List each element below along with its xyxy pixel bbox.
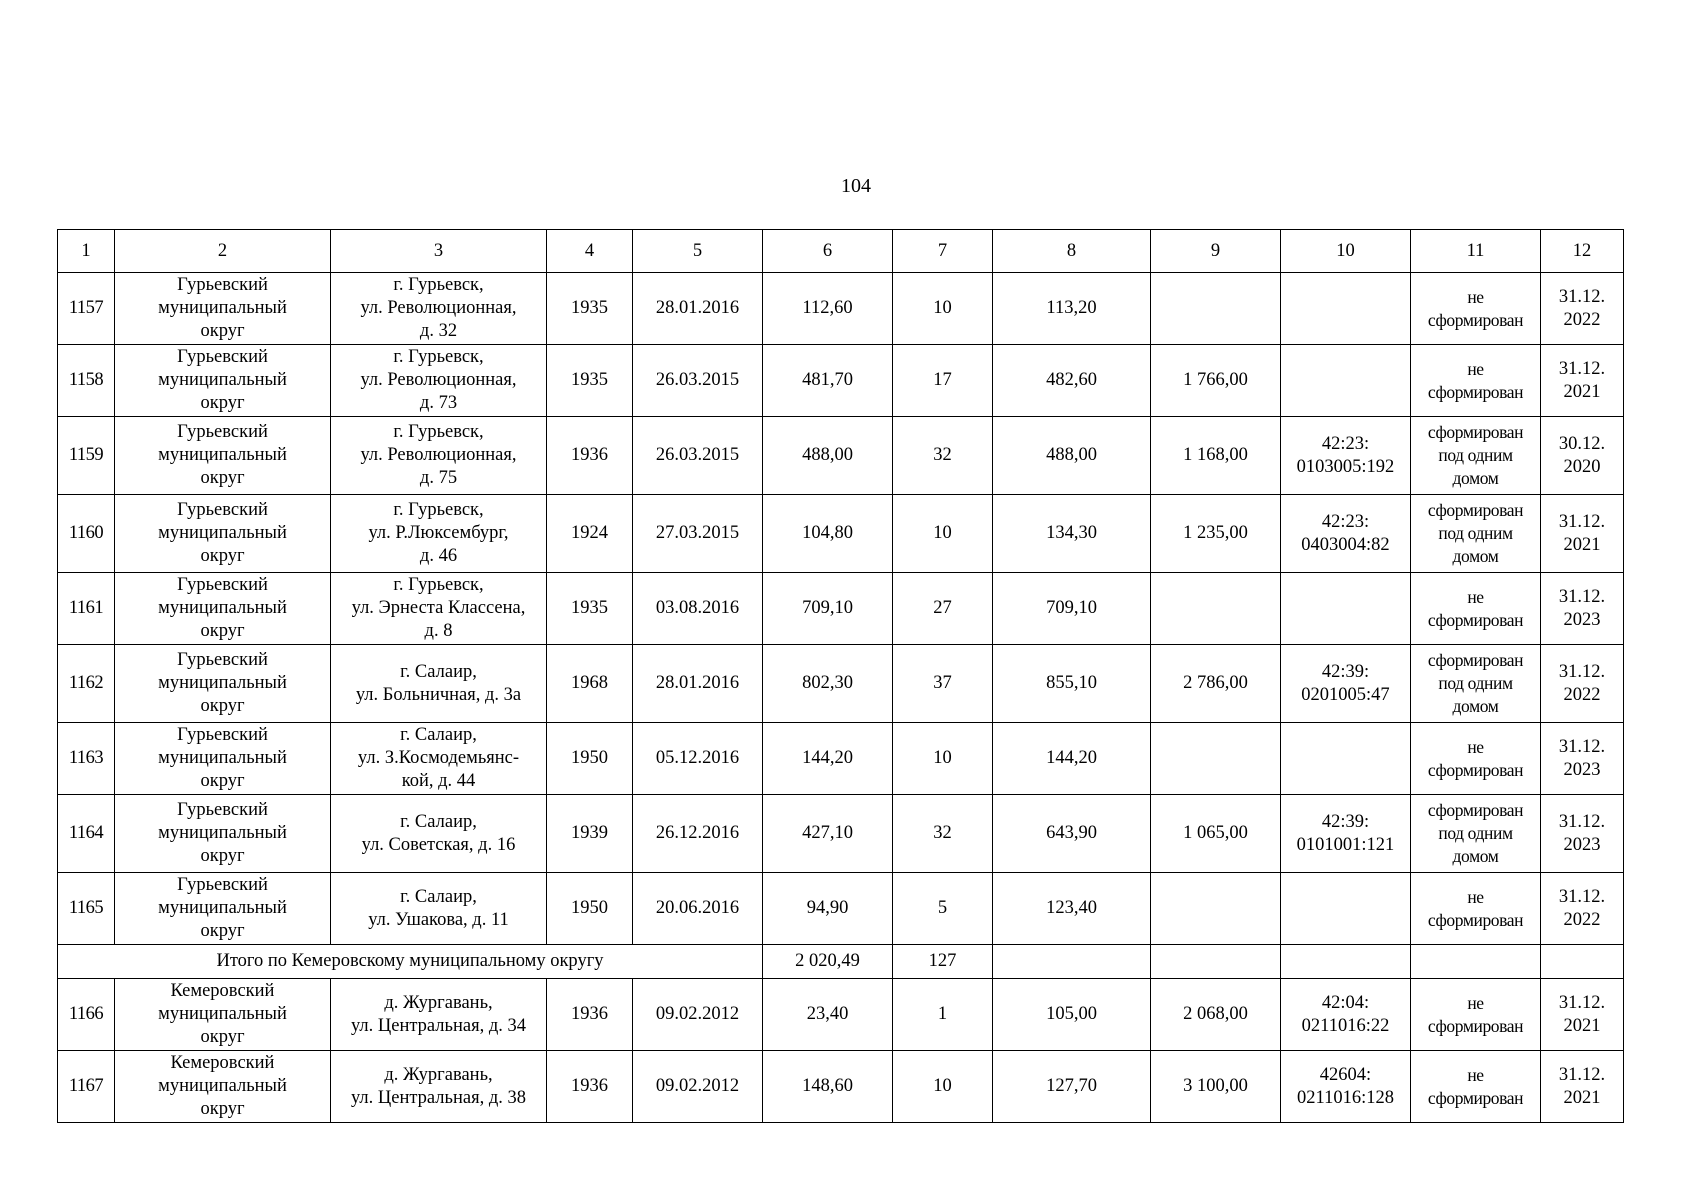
- cell-line: 2023: [1563, 834, 1601, 855]
- deadline-cell: [1541, 645, 1624, 723]
- district-cell: [115, 795, 331, 873]
- deadline-cell: [1541, 417, 1624, 495]
- cell-line: д. 8: [424, 621, 453, 641]
- cell-line: ул. Советская, д. 16: [361, 834, 516, 855]
- table-row: [58, 645, 1624, 723]
- cell-line: ул. Больничная, д. 3а: [355, 684, 522, 705]
- cell-line: д. Жургавань,: [384, 992, 493, 1013]
- cadastral-number-cell: [1281, 979, 1411, 1051]
- cell-line: округ: [200, 393, 245, 413]
- header-cell: 2: [115, 230, 331, 273]
- land-area-cell: [1151, 723, 1281, 795]
- area-cell: 112,60: [763, 273, 893, 345]
- cell-line: домом: [1452, 846, 1499, 866]
- cell-line: сформирован: [1427, 309, 1524, 330]
- land-status-cell: [1411, 723, 1541, 795]
- year-cell: 1950: [547, 873, 633, 945]
- cell-line: 2020: [1563, 456, 1601, 477]
- cell-line: домом: [1452, 546, 1499, 566]
- total-area-cell: 144,20: [993, 723, 1151, 795]
- header-cell: 11: [1411, 230, 1541, 273]
- cell-line: 30.12.: [1558, 433, 1606, 454]
- cell-line: под одним: [1438, 523, 1513, 543]
- total-residents-cell: 127: [893, 945, 993, 979]
- cell-line: не: [1467, 358, 1484, 379]
- empty-cell: [1541, 945, 1624, 979]
- cell-line: 2022: [1563, 309, 1601, 330]
- cell-line: д. 46: [419, 546, 458, 566]
- cell-line: 31.12.: [1558, 886, 1606, 907]
- header-cell: 8: [993, 230, 1151, 273]
- cell-line: Гурьевский: [177, 650, 268, 670]
- address-cell: [331, 1051, 547, 1123]
- cell-line: муниципальный: [158, 298, 287, 318]
- cell-line: ул. Эрнеста Классена,: [351, 598, 526, 618]
- table-row: [58, 1051, 1624, 1123]
- land-status-cell: [1411, 795, 1541, 873]
- cell-line: сформирован: [1427, 909, 1524, 930]
- address-cell: [331, 573, 547, 645]
- land-status-cell: [1411, 573, 1541, 645]
- cadastral-number-cell: [1281, 645, 1411, 723]
- empty-cell: [1411, 945, 1541, 979]
- row-number-cell: 1158: [58, 345, 115, 417]
- cell-line: 31.12.: [1558, 992, 1606, 1013]
- cell-line: 42604:: [1319, 1064, 1372, 1085]
- row-number-cell: 1157: [58, 273, 115, 345]
- address-cell: [331, 345, 547, 417]
- land-area-cell: [1151, 273, 1281, 345]
- district-cell: [115, 345, 331, 417]
- land-area-cell: 1 168,00: [1151, 417, 1281, 495]
- deadline-cell: [1541, 873, 1624, 945]
- cell-line: округ: [200, 921, 245, 941]
- header-cell: 12: [1541, 230, 1624, 273]
- cell-line: не: [1467, 1064, 1484, 1085]
- cell-line: 42:23:: [1321, 433, 1370, 454]
- residents-cell: 27: [893, 573, 993, 645]
- address-cell: [331, 979, 547, 1051]
- deadline-cell: [1541, 273, 1624, 345]
- district-cell: [115, 417, 331, 495]
- residents-cell: 10: [893, 723, 993, 795]
- table-row: [58, 345, 1624, 417]
- cell-line: сформирован: [1427, 800, 1524, 820]
- cell-line: кой, д. 44: [401, 771, 476, 791]
- row-number-cell: 1167: [58, 1051, 115, 1123]
- deadline-cell: [1541, 979, 1624, 1051]
- cell-line: округ: [200, 321, 245, 341]
- table-row: [58, 795, 1624, 873]
- cell-line: г. Гурьевск,: [393, 347, 484, 367]
- total-area-cell: 105,00: [993, 979, 1151, 1051]
- header-cell: 5: [633, 230, 763, 273]
- cell-line: округ: [200, 696, 245, 716]
- recognition-date-cell: 20.06.2016: [633, 873, 763, 945]
- cell-line: 31.12.: [1558, 511, 1606, 532]
- cell-line: 0211016:128: [1297, 1087, 1394, 1108]
- cell-line: ул. З.Космодемьянс-: [357, 748, 520, 768]
- column-number-header-row: [58, 230, 1624, 273]
- land-status-cell: [1411, 495, 1541, 573]
- cell-line: Гурьевский: [177, 500, 268, 520]
- row-number-cell: 1166: [58, 979, 115, 1051]
- year-cell: 1936: [547, 417, 633, 495]
- district-cell: [115, 873, 331, 945]
- cell-line: сформирован: [1427, 381, 1524, 402]
- empty-cell: [1281, 945, 1411, 979]
- cell-line: муниципальный: [158, 370, 287, 390]
- cell-line: округ: [200, 621, 245, 641]
- cadastral-number-cell: [1281, 273, 1411, 345]
- cell-line: под одним: [1438, 673, 1513, 693]
- cell-line: ул. Р.Люксембург,: [368, 523, 509, 543]
- cell-line: Гурьевский: [177, 575, 268, 595]
- deadline-cell: [1541, 495, 1624, 573]
- cell-line: г. Салаир,: [400, 725, 477, 745]
- cell-line: г. Салаир,: [400, 811, 477, 832]
- cell-line: г. Гурьевск,: [393, 422, 484, 442]
- address-cell: [331, 417, 547, 495]
- total-label-cell: Итого по Кемеровскому муниципальному округу: [58, 945, 763, 979]
- recognition-date-cell: 09.02.2012: [633, 1051, 763, 1123]
- land-area-cell: 1 235,00: [1151, 495, 1281, 573]
- cell-line: Кемеровский: [170, 1053, 275, 1073]
- address-cell: [331, 795, 547, 873]
- district-cell: [115, 273, 331, 345]
- recognition-date-cell: 09.02.2012: [633, 979, 763, 1051]
- cell-line: сформирован: [1427, 1015, 1524, 1036]
- deadline-cell: [1541, 1051, 1624, 1123]
- cell-line: ул. Центральная, д. 38: [350, 1087, 527, 1108]
- residents-cell: 32: [893, 795, 993, 873]
- district-cell: [115, 1051, 331, 1123]
- cell-line: 2021: [1563, 1087, 1601, 1108]
- area-cell: 709,10: [763, 573, 893, 645]
- address-cell: [331, 273, 547, 345]
- land-status-cell: [1411, 1051, 1541, 1123]
- cell-line: ул. Революционная,: [360, 370, 517, 390]
- cell-line: муниципальный: [158, 823, 287, 843]
- land-area-cell: 1 065,00: [1151, 795, 1281, 873]
- cell-line: 31.12.: [1558, 736, 1606, 757]
- total-area-cell: 855,10: [993, 645, 1151, 723]
- total-area-cell: 488,00: [993, 417, 1151, 495]
- cell-line: д. 73: [419, 393, 458, 413]
- year-cell: 1935: [547, 345, 633, 417]
- cell-line: 0103005:192: [1296, 456, 1395, 477]
- recognition-date-cell: 28.01.2016: [633, 645, 763, 723]
- page-number: 104: [841, 175, 871, 197]
- cell-line: 31.12.: [1558, 811, 1606, 832]
- cell-line: округ: [200, 1099, 245, 1119]
- year-cell: 1939: [547, 795, 633, 873]
- residents-cell: 1: [893, 979, 993, 1051]
- header-cell: 4: [547, 230, 633, 273]
- deadline-cell: [1541, 723, 1624, 795]
- cell-line: Кемеровский: [170, 981, 275, 1001]
- land-area-cell: 1 766,00: [1151, 345, 1281, 417]
- cell-line: 0211016:22: [1301, 1015, 1390, 1036]
- empty-cell: [1151, 945, 1281, 979]
- land-status-cell: [1411, 417, 1541, 495]
- area-cell: 94,90: [763, 873, 893, 945]
- residents-cell: 17: [893, 345, 993, 417]
- table-row: [58, 873, 1624, 945]
- deadline-cell: [1541, 573, 1624, 645]
- total-area-cell: 2 020,49: [763, 945, 893, 979]
- total-area-cell: 482,60: [993, 345, 1151, 417]
- cell-line: муниципальный: [158, 523, 287, 543]
- cadastral-number-cell: [1281, 723, 1411, 795]
- cell-line: не: [1467, 886, 1484, 907]
- residents-cell: 10: [893, 1051, 993, 1123]
- area-cell: 488,00: [763, 417, 893, 495]
- area-cell: 481,70: [763, 345, 893, 417]
- year-cell: 1924: [547, 495, 633, 573]
- cadastral-number-cell: [1281, 573, 1411, 645]
- empty-cell: [993, 945, 1151, 979]
- row-number-cell: 1160: [58, 495, 115, 573]
- row-number-cell: 1165: [58, 873, 115, 945]
- table-row: [58, 979, 1624, 1051]
- year-cell: 1936: [547, 1051, 633, 1123]
- cell-line: муниципальный: [158, 748, 287, 768]
- table-row: [58, 273, 1624, 345]
- residents-cell: 5: [893, 873, 993, 945]
- row-number-cell: 1159: [58, 417, 115, 495]
- deadline-cell: [1541, 345, 1624, 417]
- header-cell: 9: [1151, 230, 1281, 273]
- cell-line: округ: [200, 771, 245, 791]
- cell-line: округ: [200, 1027, 245, 1047]
- cell-line: г. Гурьевск,: [393, 575, 484, 595]
- cell-line: сформирован: [1427, 1087, 1524, 1108]
- header-cell: 6: [763, 230, 893, 273]
- row-number-cell: 1162: [58, 645, 115, 723]
- area-cell: 104,80: [763, 495, 893, 573]
- recognition-date-cell: 27.03.2015: [633, 495, 763, 573]
- cell-line: 2022: [1563, 909, 1601, 930]
- cell-line: 42:39:: [1321, 661, 1370, 682]
- cell-line: ул. Ушакова, д. 11: [368, 909, 509, 930]
- cell-line: под одним: [1438, 823, 1513, 843]
- area-cell: 427,10: [763, 795, 893, 873]
- recognition-date-cell: 28.01.2016: [633, 273, 763, 345]
- address-cell: [331, 495, 547, 573]
- land-status-cell: [1411, 345, 1541, 417]
- recognition-date-cell: 26.03.2015: [633, 345, 763, 417]
- land-status-cell: [1411, 645, 1541, 723]
- cell-line: муниципальный: [158, 673, 287, 693]
- cell-line: муниципальный: [158, 598, 287, 618]
- land-area-cell: [1151, 573, 1281, 645]
- cell-line: 31.12.: [1558, 358, 1606, 379]
- total-row: [58, 945, 1624, 979]
- cell-line: 0403004:82: [1301, 534, 1390, 555]
- table-row: [58, 495, 1624, 573]
- total-area-cell: 113,20: [993, 273, 1151, 345]
- recognition-date-cell: 03.08.2016: [633, 573, 763, 645]
- cell-line: округ: [200, 468, 245, 488]
- district-cell: [115, 979, 331, 1051]
- cell-line: 0101001:121: [1296, 834, 1395, 855]
- cadastral-number-cell: [1281, 795, 1411, 873]
- table-row: [58, 723, 1624, 795]
- cell-line: 2022: [1563, 684, 1601, 705]
- cell-line: сформирован: [1427, 759, 1524, 780]
- row-number-cell: 1163: [58, 723, 115, 795]
- cadastral-number-cell: [1281, 495, 1411, 573]
- district-cell: [115, 573, 331, 645]
- header-cell: 1: [58, 230, 115, 273]
- area-cell: 802,30: [763, 645, 893, 723]
- cell-line: Гурьевский: [177, 347, 268, 367]
- cell-line: не: [1467, 286, 1484, 307]
- cadastral-number-cell: [1281, 417, 1411, 495]
- cell-line: не: [1467, 736, 1484, 757]
- cell-line: 2021: [1563, 381, 1601, 402]
- cell-line: ул. Революционная,: [360, 445, 517, 465]
- table-body: [58, 230, 1624, 1123]
- cell-line: 31.12.: [1558, 1064, 1606, 1085]
- table-row: [58, 573, 1624, 645]
- cell-line: под одним: [1438, 445, 1513, 465]
- district-cell: [115, 723, 331, 795]
- cell-line: 0201005:47: [1301, 684, 1390, 705]
- cell-line: 31.12.: [1558, 586, 1606, 607]
- area-cell: 144,20: [763, 723, 893, 795]
- cell-line: 2021: [1563, 1015, 1601, 1036]
- header-cell: 3: [331, 230, 547, 273]
- cell-line: округ: [200, 546, 245, 566]
- cell-line: Гурьевский: [177, 800, 268, 820]
- cell-line: домом: [1452, 696, 1499, 716]
- deadline-cell: [1541, 795, 1624, 873]
- cell-line: 31.12.: [1558, 286, 1606, 307]
- cell-line: д. 32: [419, 321, 458, 341]
- land-area-cell: 3 100,00: [1151, 1051, 1281, 1123]
- cell-line: муниципальный: [158, 445, 287, 465]
- recognition-date-cell: 05.12.2016: [633, 723, 763, 795]
- total-area-cell: 127,70: [993, 1051, 1151, 1123]
- land-status-cell: [1411, 273, 1541, 345]
- cell-line: округ: [200, 846, 245, 866]
- cell-line: 2023: [1563, 759, 1601, 780]
- land-area-cell: 2 068,00: [1151, 979, 1281, 1051]
- cell-line: сформирован: [1427, 422, 1524, 442]
- cadastral-number-cell: [1281, 1051, 1411, 1123]
- cell-line: сформирован: [1427, 650, 1524, 670]
- cell-line: ул. Революционная,: [360, 298, 517, 318]
- cell-line: домом: [1452, 468, 1499, 488]
- cell-line: г. Салаир,: [400, 661, 477, 682]
- year-cell: 1936: [547, 979, 633, 1051]
- area-cell: 23,40: [763, 979, 893, 1051]
- address-cell: [331, 645, 547, 723]
- header-cell: 10: [1281, 230, 1411, 273]
- address-cell: [331, 723, 547, 795]
- address-cell: [331, 873, 547, 945]
- row-number-cell: 1164: [58, 795, 115, 873]
- residents-cell: 10: [893, 273, 993, 345]
- year-cell: 1950: [547, 723, 633, 795]
- cell-line: не: [1467, 586, 1484, 607]
- total-area-cell: 123,40: [993, 873, 1151, 945]
- cell-line: муниципальный: [158, 898, 287, 918]
- cell-line: д. Жургавань,: [384, 1064, 493, 1085]
- area-cell: 148,60: [763, 1051, 893, 1123]
- header-cell: 7: [893, 230, 993, 273]
- cell-line: Гурьевский: [177, 275, 268, 295]
- cell-line: муниципальный: [158, 1076, 287, 1096]
- cell-line: г. Гурьевск,: [393, 275, 484, 295]
- housing-registry-table: [57, 229, 1624, 1123]
- district-cell: [115, 645, 331, 723]
- cell-line: муниципальный: [158, 1004, 287, 1024]
- cell-line: сформирован: [1427, 500, 1524, 520]
- land-status-cell: [1411, 979, 1541, 1051]
- year-cell: 1935: [547, 573, 633, 645]
- total-area-cell: 643,90: [993, 795, 1151, 873]
- cell-line: 42:23:: [1321, 511, 1370, 532]
- cell-line: Гурьевский: [177, 875, 268, 895]
- cell-line: ул. Центральная, д. 34: [350, 1015, 527, 1036]
- recognition-date-cell: 26.03.2015: [633, 417, 763, 495]
- land-area-cell: [1151, 873, 1281, 945]
- cell-line: Гурьевский: [177, 422, 268, 442]
- cell-line: д. 75: [419, 468, 458, 488]
- cell-line: 31.12.: [1558, 661, 1606, 682]
- cell-line: 2023: [1563, 609, 1601, 630]
- district-cell: [115, 495, 331, 573]
- cell-line: 42:39:: [1321, 811, 1370, 832]
- year-cell: 1968: [547, 645, 633, 723]
- cell-line: 2021: [1563, 534, 1601, 555]
- cell-line: не: [1467, 992, 1484, 1013]
- residents-cell: 32: [893, 417, 993, 495]
- cell-line: сформирован: [1427, 609, 1524, 630]
- cell-line: Гурьевский: [177, 725, 268, 745]
- cell-line: г. Салаир,: [400, 886, 477, 907]
- residents-cell: 37: [893, 645, 993, 723]
- total-area-cell: 134,30: [993, 495, 1151, 573]
- total-area-cell: 709,10: [993, 573, 1151, 645]
- land-area-cell: 2 786,00: [1151, 645, 1281, 723]
- row-number-cell: 1161: [58, 573, 115, 645]
- land-status-cell: [1411, 873, 1541, 945]
- cell-line: 42:04:: [1321, 992, 1370, 1013]
- recognition-date-cell: 26.12.2016: [633, 795, 763, 873]
- table-row: [58, 417, 1624, 495]
- cell-line: г. Гурьевск,: [393, 500, 484, 520]
- cadastral-number-cell: [1281, 345, 1411, 417]
- residents-cell: 10: [893, 495, 993, 573]
- cadastral-number-cell: [1281, 873, 1411, 945]
- year-cell: 1935: [547, 273, 633, 345]
